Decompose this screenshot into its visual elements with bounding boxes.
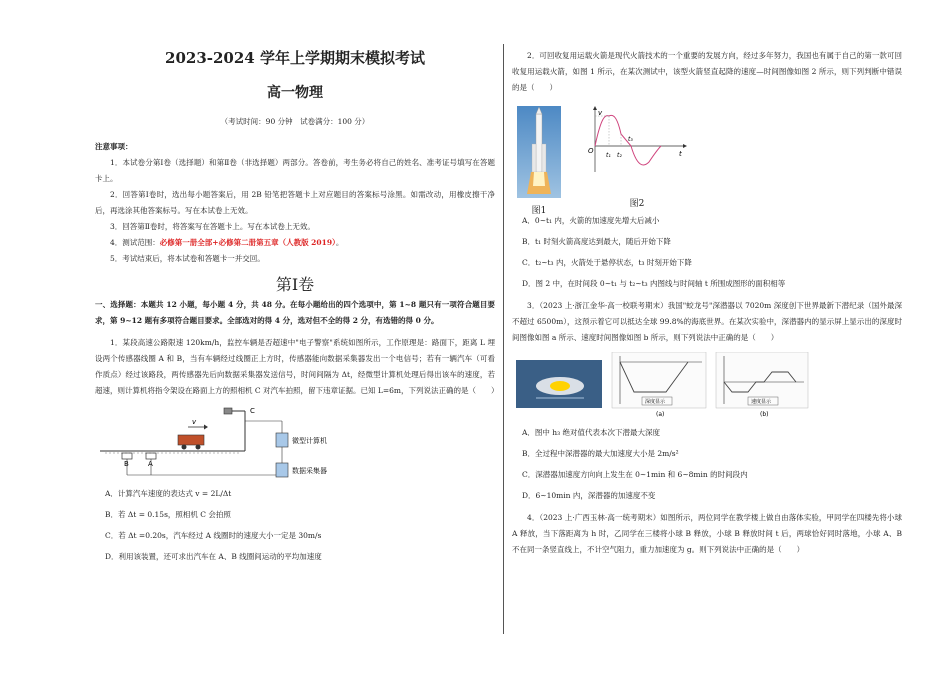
notice-item-5: 5．考试结束后，将本试卷和答题卡一并交回。 bbox=[110, 254, 265, 263]
coil-a bbox=[146, 453, 156, 459]
t1-label: t₁ bbox=[606, 152, 611, 159]
q3-stem: 3．（2023 上·浙江金华·高一校联考期末）我国"蛟龙号"深潜器以 7020m 深度创下世界最新下潜纪录（国外最深不超过 6500m），这预示着它可以抵达全球 99.8%的海底世界。在某次实验中，深潜器内的显示屏上显示出的深度时间图像如图 a 所示、速度时间图像如图 b 所示，则下列说法中正确的是（ ） bbox=[512, 301, 902, 342]
notice-heading: 注意事项： bbox=[95, 142, 133, 151]
notice-item-4 bbox=[95, 235, 495, 251]
graph-a-tag: (a) bbox=[656, 411, 665, 418]
car-icon bbox=[178, 435, 204, 445]
q1-option-a: A．计算汽车速度的表达式 v = 2L/Δt bbox=[105, 489, 232, 498]
q1-option-c: C．若 Δt =0.20s，汽车经过 A 线圈时的速度大小一定是 30m/s bbox=[105, 531, 322, 540]
q1-figure bbox=[100, 403, 360, 483]
camera-icon bbox=[224, 408, 232, 414]
q3-option-d: D．6~10min 内，深潜器的加速度不变 bbox=[522, 491, 656, 500]
notice-item-1: 1．本试卷分第Ⅰ卷（选择题）和第Ⅱ卷（非选择题）两部分。答卷前，考生务必将自己的姓名、准考证号填写在答题卡上。 bbox=[95, 158, 495, 183]
v-axis-label: v bbox=[598, 109, 603, 117]
vt-curve-down bbox=[631, 146, 661, 165]
exam-title: 2023-2024 学年上学期期末模拟考试 bbox=[165, 49, 425, 67]
velocity-arrowhead bbox=[204, 425, 208, 430]
q1-option-b: B．若 Δt = 0.15s，照相机 C 会拍照 bbox=[105, 510, 231, 519]
rocket-photo bbox=[517, 106, 561, 198]
graph-b-tag: (b) bbox=[760, 411, 769, 418]
subject-title: 高一物理 bbox=[267, 85, 323, 101]
q2-figures bbox=[512, 106, 902, 216]
computer-box bbox=[276, 433, 288, 447]
t-axis-label: t bbox=[679, 150, 682, 158]
computer-label: 微型计算机 bbox=[292, 437, 327, 445]
t-axis-arrow bbox=[683, 144, 687, 148]
rocket-booster bbox=[542, 144, 546, 172]
rocket-flame-core bbox=[533, 172, 545, 186]
velocity-label: v bbox=[192, 418, 197, 426]
rocket-body bbox=[536, 114, 542, 172]
coil-b bbox=[122, 453, 132, 459]
graph-a-label: 深度显示 bbox=[645, 399, 666, 405]
camera-label: C bbox=[250, 407, 255, 415]
q2-stem: 2．可回收复用运载火箭是现代火箭技术的一个重要的发展方向，经过多年努力，我国也有属于自己的第一款可回收复用运载火箭，如图 1 所示，在某次测试中，该型火箭竖直起降的速度—时间图像如图 2 所示，则下列判断中错误的是（ ） bbox=[512, 51, 902, 92]
q3-option-c: C．深潜器加速度方向向上发生在 0~1min 和 6~8min 的时间段内 bbox=[522, 470, 748, 479]
q1-option-d: D．利用该装置，还可求出汽车在 A、B 线圈间运动的平均加速度 bbox=[105, 552, 322, 561]
graph-b-label: 速度显示 bbox=[751, 399, 772, 405]
t2-label: t₂ bbox=[617, 152, 622, 159]
notice-item-4-prefix: 4．测试范围： bbox=[110, 238, 160, 247]
vt-graph bbox=[587, 106, 687, 174]
left-column bbox=[95, 48, 499, 563]
v-axis-arrow bbox=[593, 106, 597, 110]
q2-option-d: D．图 2 中，在时间段 0~t₁ 与 t₂~t₃ 内图线与时间轴 t 所围成图形的面积相等 bbox=[522, 279, 786, 288]
test-scope: 必修第一册全部+必修第二册第五章（人教版 2019） bbox=[159, 238, 336, 247]
fig1-label: 图1 bbox=[531, 206, 547, 216]
vt-curve-up bbox=[595, 115, 631, 146]
column-divider bbox=[503, 44, 504, 634]
section-instruction: 一、选择题：本题共 12 小题，每小题 4 分，共 48 分。在每小题给出的四个选项中，第 1~8 题只有一项符合题目要求，第 9~12 题有多项符合题目要求。全部选对的得 4 分，选对但不全的得 2 分，有选错的得 0 分。 bbox=[95, 300, 495, 325]
t3-label: t₃ bbox=[628, 136, 633, 143]
volume-heading: 第Ⅰ卷 bbox=[275, 275, 315, 294]
q2-option-a: A．0~t₁ 内，火箭的加速度先增大后减小 bbox=[522, 216, 660, 225]
q2-option-c: C．t₂~t₃ 内，火箭处于悬停状态，t₃ 时刻开始下降 bbox=[522, 258, 692, 267]
collector-label: 数据采集器 bbox=[292, 467, 327, 475]
vt-graph-figure bbox=[587, 106, 687, 209]
notice-item-3: 3．回答第Ⅱ卷时，将答案写在答题卡上。写在本试卷上无效。 bbox=[110, 222, 315, 231]
notice-item-2: 2．回答第Ⅰ卷时，选出每小题答案后，用 2B 铅笔把答题卡上对应题目的答案标号涂黑。如需改动，用橡皮擦干净后，再选涂其他答案标号。写在本试卷上无效。 bbox=[95, 190, 495, 215]
q4-stem: 4．（2023 上·广西玉林·高一统考期末）如图所示，两位同学在教学楼上做自由落体实验，甲同学在四楼先将小球 A 释放，当下落距离为 h 时，乙同学在三楼将小球 B 释放，小球 B 释放时间 t 后，两球恰好同时落地，小球 A、B 不在同一条竖直线上，不计空气阻力，重力加速度为 g。则下列说法中正确的是（ ） bbox=[512, 513, 902, 554]
submersible-light bbox=[550, 381, 570, 391]
q3-figure bbox=[516, 352, 816, 418]
car-wheel-icon bbox=[196, 445, 201, 450]
origin-label: O bbox=[588, 147, 594, 155]
fig2-label: 图2 bbox=[629, 199, 645, 209]
q3-option-a: A．图中 h₃ 绝对值代表本次下潜最大深度 bbox=[522, 428, 661, 437]
rocket-booster bbox=[532, 144, 536, 172]
q3-option-b: B．全过程中深潜器的最大加速度大小是 2m/s² bbox=[522, 449, 679, 458]
rocket-figure bbox=[517, 106, 561, 216]
q1-stem: 1．某段高速公路限速 120km/h，监控车辆是否超速中"电子警察"系统如图所示，工作原理是：路面下，距离 L 埋设两个传感器线圈 A 和 B，当有车辆经过线圈正上方时，传感器能向数据采集器发出一个电信号；若有一辆汽车（可看作质点）经过该路段，两传感器先后向数据采集器发送信号，时间间隔为 Δt，经微型计算机处理后得出该车的速度，若超速，则计算机将指令架设在路面上方的照相机 C 对汽车拍照，留下违章证据。已知 L=6m，下列说法正确的是（ ） bbox=[95, 338, 499, 395]
exam-meta: （考试时间：90 分钟 试卷满分：100 分） bbox=[220, 117, 370, 126]
coil-a-label: A bbox=[148, 460, 153, 468]
coil-b-label: B bbox=[124, 460, 129, 468]
q2-option-b: B．t₁ 时刻火箭高度达到最大，随后开始下降 bbox=[522, 237, 671, 246]
collector-box bbox=[276, 463, 288, 477]
right-column bbox=[512, 48, 902, 558]
notice-item-4-suffix: 。 bbox=[335, 238, 344, 247]
car-wheel-icon bbox=[182, 445, 187, 450]
